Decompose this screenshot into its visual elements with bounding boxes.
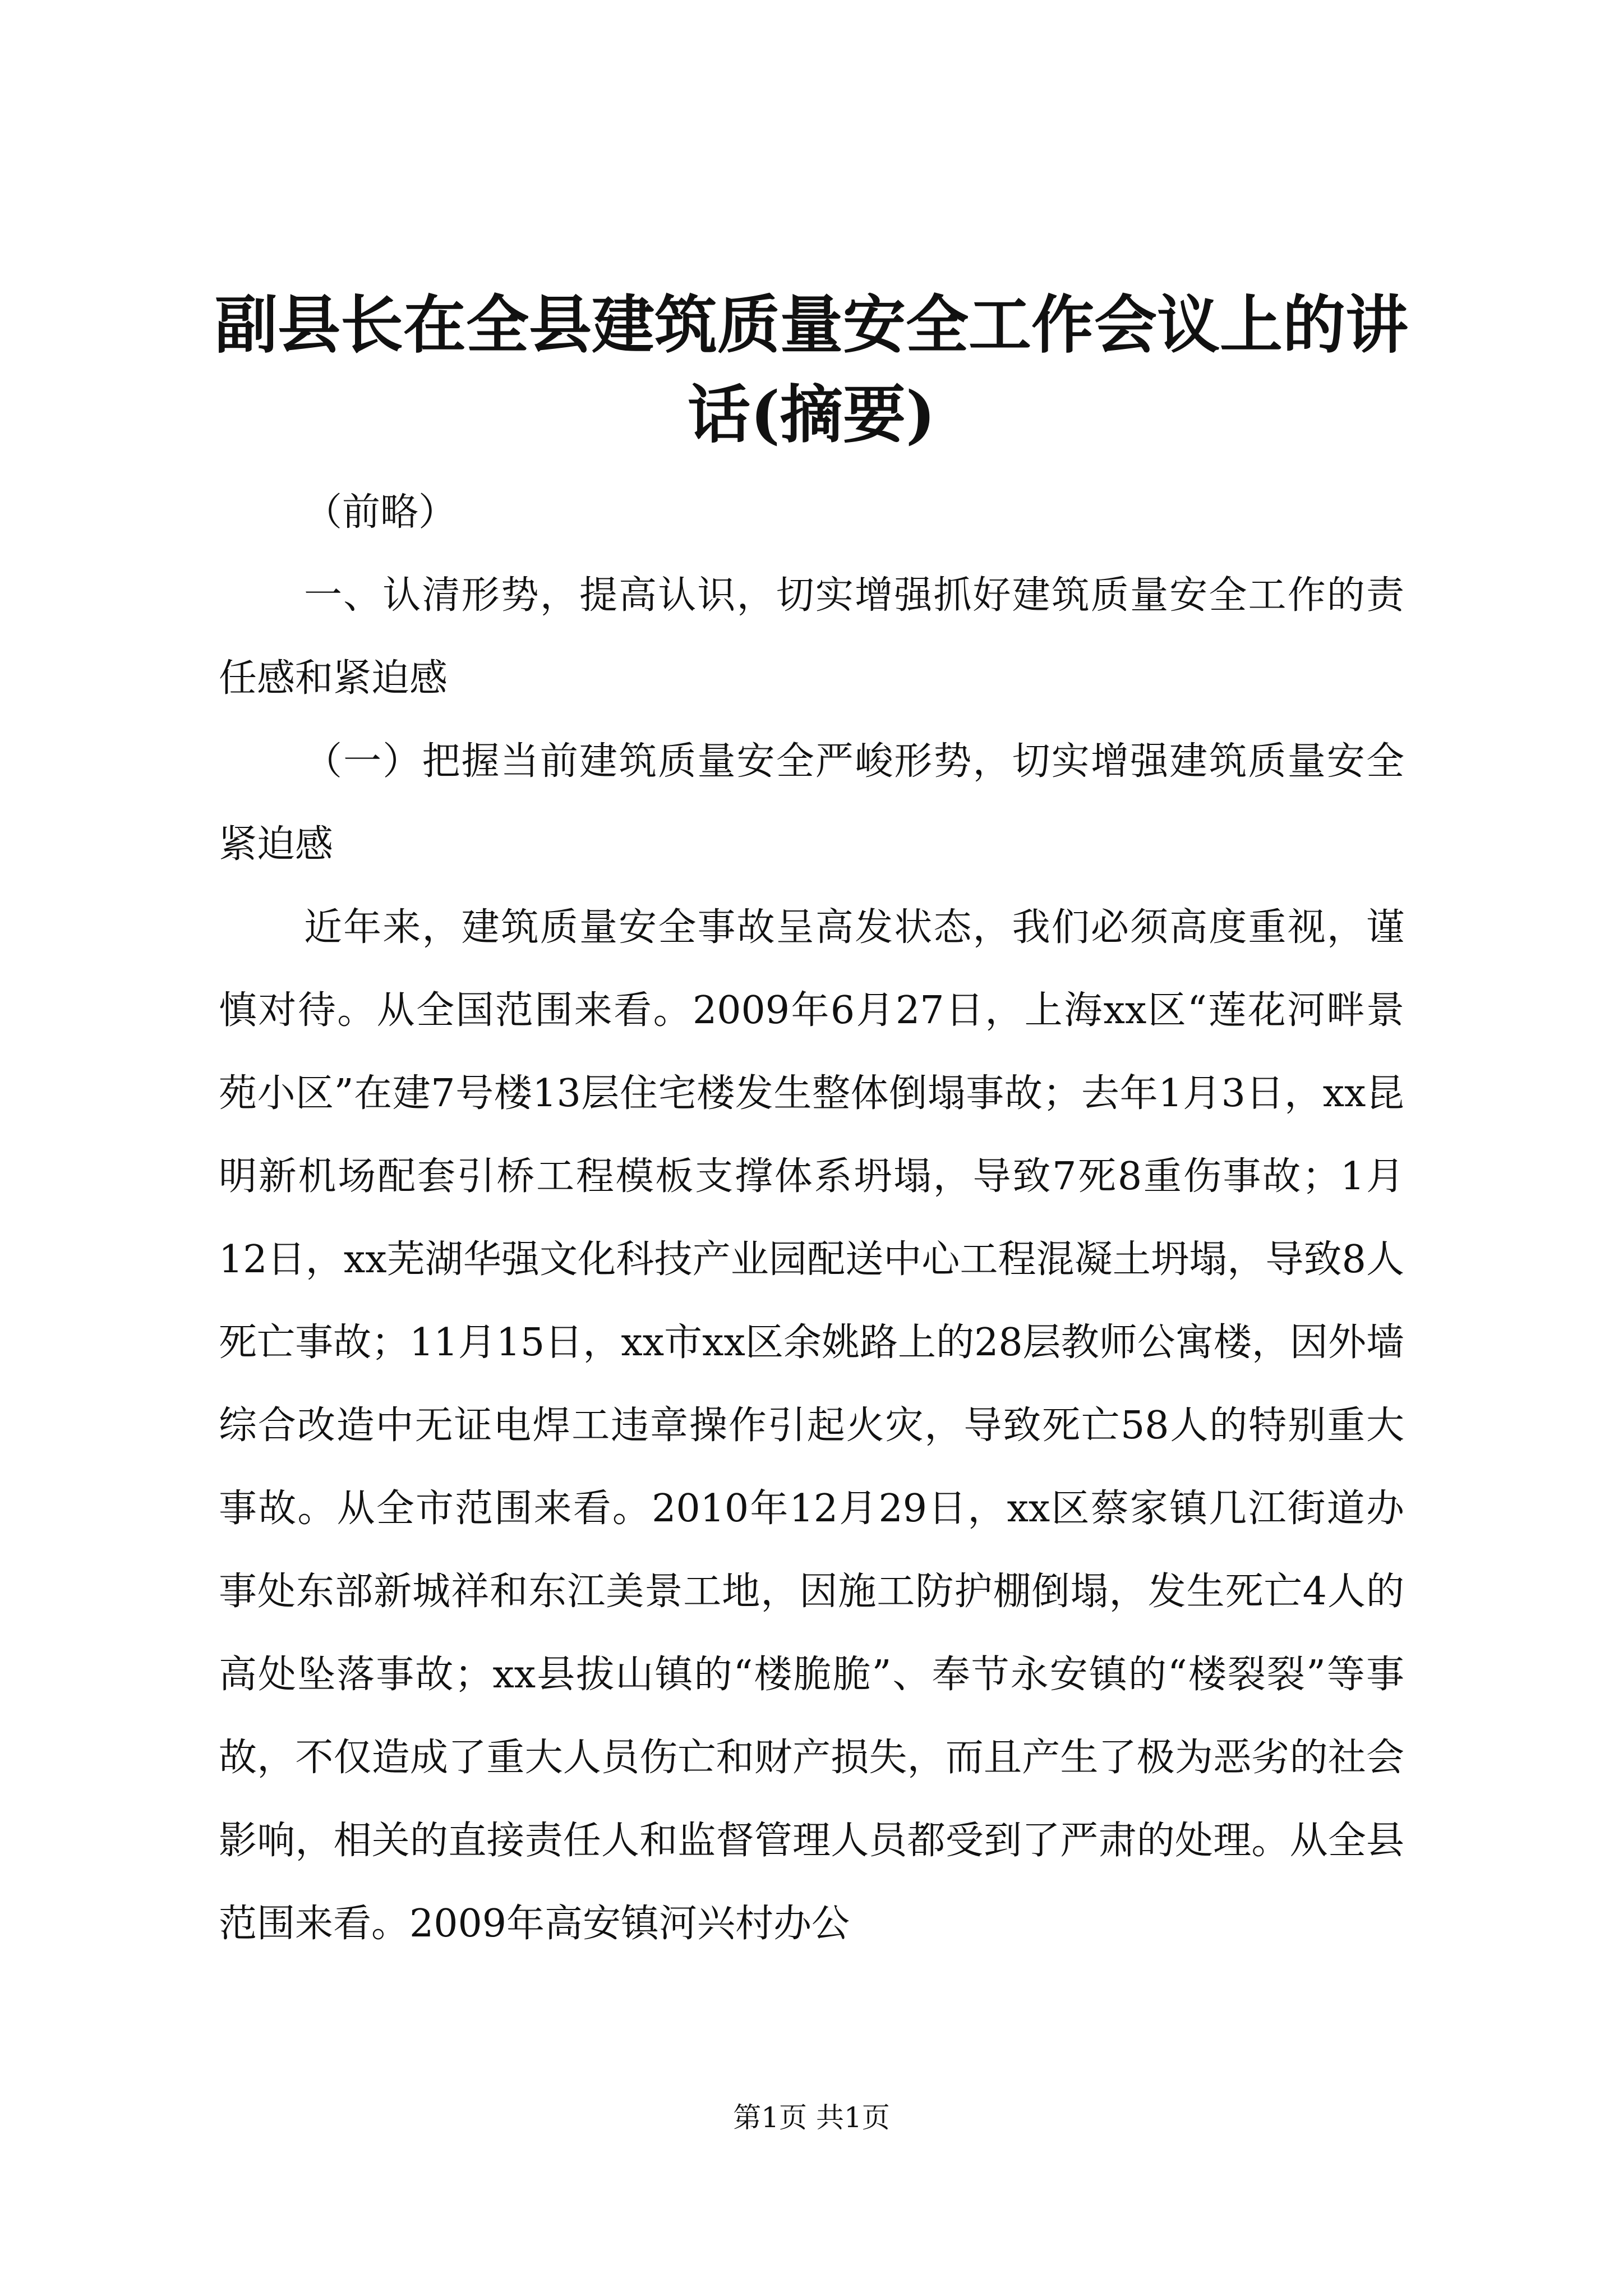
document-body [219,471,1404,1966]
section-heading-1: 一、认清形势，提高认识，切实增强抓好建筑质量安全工作的责任感和紧迫感 [219,573,1404,701]
subsection-heading-1: （一）把握当前建筑质量安全严峻形势，切实增强建筑质量安全紧迫感 [219,739,1404,867]
paragraph-preface: （前略） [304,490,457,535]
page-footer: 第1页 共1页 [733,2101,890,2134]
document-title: 副县长在全县建筑质量安全工作会议上的讲话(摘要) [215,288,1408,452]
paragraph-body: 近年来，建筑质量安全事故呈高发状态，我们必须高度重视，谨慎对待。从全国范围来看。2009年6月27日，上海xx区“莲花河畔景苑小区”在建7号楼13层住宅楼发生整体倒塌事故；去年1月3日，xx昆明新机场配套引桥工程模板支撑体系坍塌，导致7死8重伤事故；1月12日，xx芜湖华强文化科技产业园配送中心工程混凝土坍塌，导致8人死亡事故；11月15日，xx市xx区余姚路上的28层教师公寓楼，因外墙综合改造中无证电焊工违章操作引起火灾，导致死亡58人的特别重大事故。从全市范围来看。2010年12月29日，xx区蔡家镇几江街道办事处东部新城祥和东江美景工地，因施工防护棚倒塌，发生死亡4人的高处坠落事故；xx县拔山镇的“楼脆脆”、奉节永安镇的“楼裂裂”等事故，不仅造成了重大人员伤亡和财产损失，而且产生了极为恶劣的社会影响，相关的直接责任人和监督管理人员都受到了严肃的处理。从全县范围来看。2009年高安镇河兴村办公 [219,905,1404,1946]
